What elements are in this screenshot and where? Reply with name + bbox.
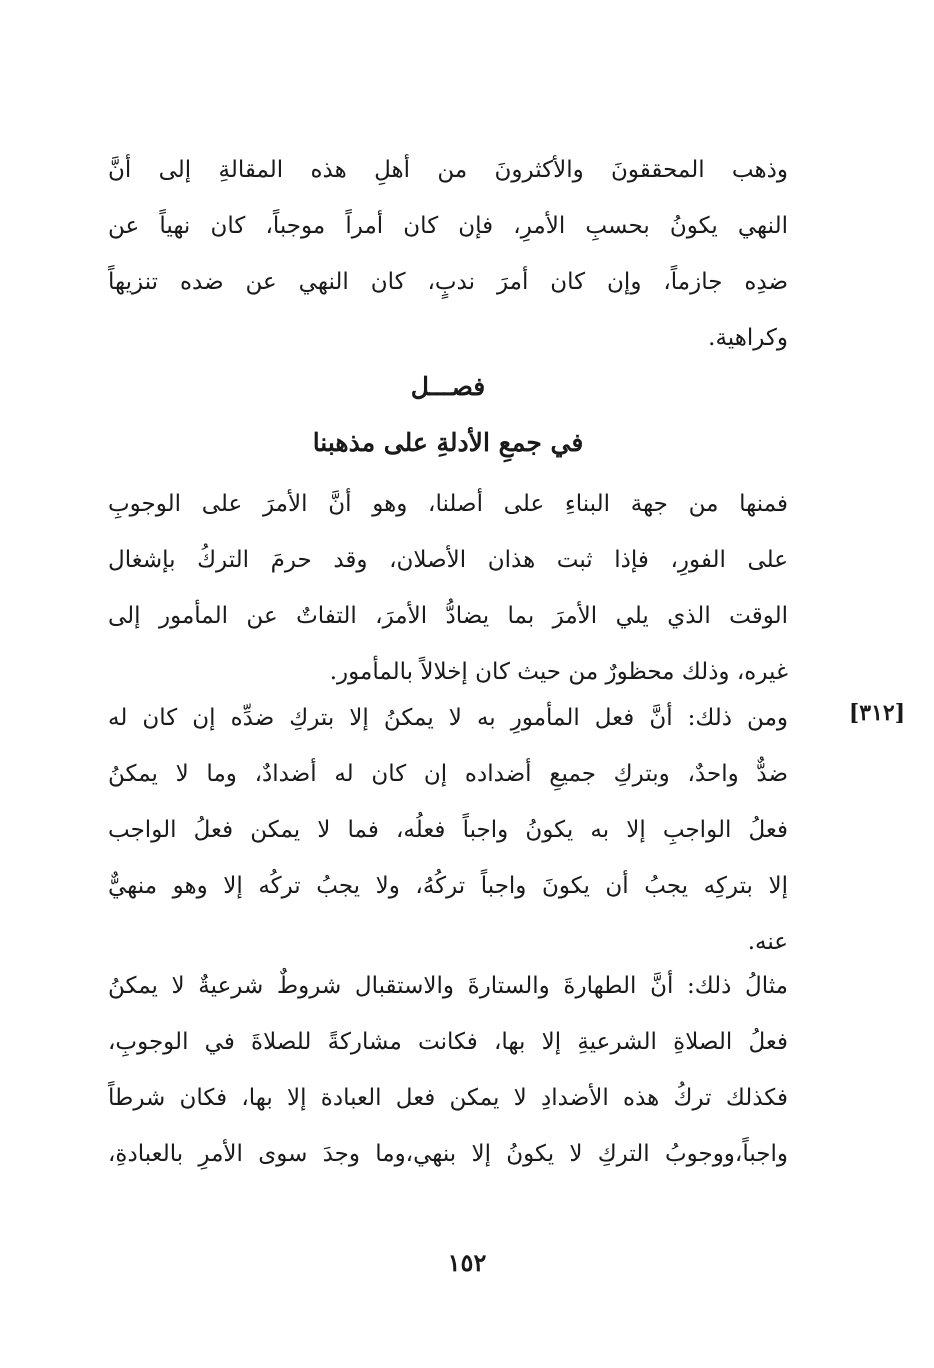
- section-title: فصـــل: [410, 372, 486, 401]
- section-subtitle: في جمعِ الأدلةِ على مذهبنا: [312, 428, 584, 457]
- paragraph-2-line: على الفورِ، فإذا ثبت هذان الأصلان، وقد حرمَ التركُ بإشغال: [108, 547, 788, 573]
- paragraph-4-line: واجباً،ووجوبُ التركِ لا يكونُ إلا بنهي،وما وجدَ سوى الأمرِ بالعبادةِ،: [108, 1141, 788, 1167]
- paragraph-4: [108, 958, 788, 1182]
- paragraph-1: [108, 142, 788, 366]
- margin-reference-number: [٣١٢]: [848, 700, 906, 726]
- paragraph-1-line: ضدِه جازماً، وإن كان أمرَ ندبٍ، كان النهي عن ضده تنزيهاً: [108, 269, 788, 295]
- paragraph-3: [108, 690, 788, 970]
- page-number: ١٥٢: [447, 1248, 487, 1277]
- paragraph-2: [108, 476, 788, 700]
- paragraph-2-line: الوقت الذي يلي الأمرَ بما يضادُّ الأمرَ، التفاتٌ عن المأمور إلى: [108, 603, 788, 629]
- paragraph-2-line: فمنها من جهة البناءِ على أصلنا، وهو أنَّ الأمرَ على الوجوبِ: [108, 491, 788, 517]
- paragraph-4-line: فكذلك تركُ هذه الأضدادِ لا يمكن فعل العبادة إلا بها، فكان شرطاً: [108, 1085, 788, 1111]
- paragraph-3-line: عنه.: [747, 929, 788, 955]
- paragraph-1-line: وذهب المحققونَ والأكثرونَ من أهلِ هذه المقالةِ إلى أنَّ: [108, 157, 788, 183]
- paragraph-4-line: مثالُ ذلك: أنَّ الطهارةَ والستارةَ والاستقبال شروطٌ شرعيةٌ لا يمكنُ: [108, 973, 788, 999]
- paragraph-3-line: فعلُ الواجبِ إلا به يكونُ واجباً فعلُه، فما لا يمكن فعلُ الواجب: [108, 817, 788, 843]
- paragraph-4-line: فعلُ الصلاةِ الشرعيةِ إلا بها، فكانت مشاركةً للصلاةَ في الوجوبِ،: [108, 1029, 788, 1055]
- paragraph-3-line: إلا بتركِه يجبُ أن يكونَ واجباً تركُهُ، ولا يجبُ تركُه إلا وهو منهيٌّ: [108, 873, 788, 899]
- paragraph-1-line: النهي يكونُ بحسبِ الأمرِ، فإن كان أمراً موجباً، كان نهياً عن: [108, 213, 788, 239]
- paragraph-3-line: ضدٌّ واحدٌ، وبتركِ جميعِ أضداده إن كان له أضدادٌ، وما لا يمكنُ: [108, 761, 788, 787]
- paragraph-3-line: ومن ذلك: أنَّ فعل المأمورِ به لا يمكنُ إلا بتركِ ضدِّه إن كان له: [108, 705, 788, 731]
- paragraph-1-line: وكراهية.: [708, 325, 788, 351]
- paragraph-2-line: غيره، وذلك محظورٌ من حيث كان إخلالاً بالمأمور.: [329, 659, 788, 685]
